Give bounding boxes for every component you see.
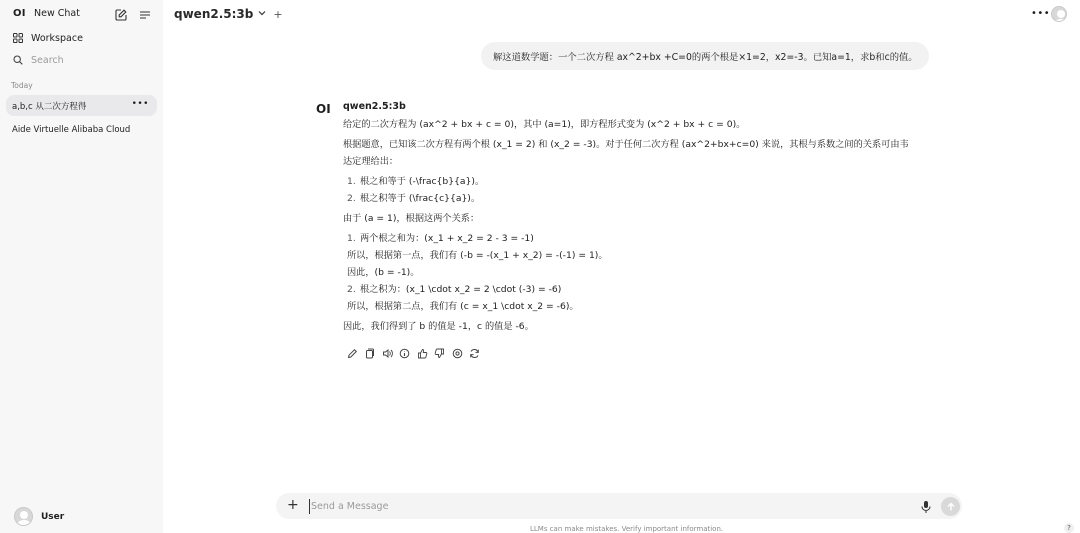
- info-icon[interactable]: [399, 347, 411, 359]
- menu-icon[interactable]: [138, 8, 152, 22]
- speaker-icon[interactable]: [381, 347, 393, 359]
- answer-line: 给定的二次方程为 (ax^2 + bx + c = 0)，其中 (a=1)，即方程形式变为 (x^2 + bx + c = 0)。: [343, 119, 746, 130]
- message-input[interactable]: [309, 499, 889, 514]
- copy-icon[interactable]: [364, 347, 376, 359]
- assistant-message: [343, 116, 933, 335]
- microphone-icon[interactable]: [920, 499, 932, 513]
- model-selector[interactable]: [174, 7, 283, 21]
- more-icon[interactable]: •••: [131, 99, 149, 109]
- thumbs-up-icon[interactable]: [416, 347, 428, 359]
- message-actions: [346, 347, 486, 359]
- avatar: [14, 507, 33, 526]
- continue-icon[interactable]: [451, 347, 463, 359]
- send-button[interactable]: [941, 497, 960, 516]
- regenerate-icon[interactable]: [469, 347, 481, 359]
- thumbs-down-icon[interactable]: [434, 347, 446, 359]
- more-options-icon[interactable]: •••: [1031, 8, 1051, 19]
- answer-line: 根据题意，已知该二次方程有两个根 (x_1 = 2) 和 (x_2 = -3)。对于任何二次方程 (ax^2+bx+c=0) 来说，其根与系数之间的关系可由韦: [343, 139, 909, 150]
- model-name: qwen2.5:3b: [174, 7, 254, 21]
- sidebar: [0, 0, 163, 533]
- answer-line: 所以，根据第一点，我们有 (-b = -(x_1 + x_2) = -(-1) = 1)。: [347, 250, 608, 261]
- user-message: 解这道数学题：一个二次方程 ax^2+bx +C=0的两个根是×1=2，x2=-3。已知a=1，求b和c的值。: [481, 42, 929, 70]
- answer-line: 因此，(b = -1)。: [347, 267, 420, 278]
- compose-icon[interactable]: [114, 8, 128, 22]
- user-name: User: [41, 511, 65, 522]
- workspace-link[interactable]: [12, 30, 83, 46]
- new-chat-link[interactable]: New Chat: [34, 8, 80, 19]
- help-button[interactable]: ?: [1064, 523, 1074, 533]
- answer-line: 达定理给出：: [343, 156, 399, 167]
- edit-icon[interactable]: [346, 347, 358, 359]
- search-input[interactable]: Search: [31, 54, 64, 66]
- list-item: 2. 根之积等于 (\frac{c}{a})。: [347, 193, 481, 204]
- assistant-name: qwen2.5:3b: [343, 101, 406, 112]
- list-item: 2. 根之积为：(x_1 \cdot x_2 = 2 \cdot (-3) = -6): [347, 284, 562, 295]
- disclaimer-text: LLMs can make mistakes. Verify important information.: [530, 525, 724, 533]
- answer-line: 所以，根据第二点，我们有 (c = x_1 \cdot x_2 = -6)。: [347, 301, 579, 312]
- attach-plus-icon[interactable]: +: [287, 497, 299, 513]
- search-icon: [12, 54, 24, 66]
- user-menu[interactable]: [14, 507, 64, 526]
- search-box[interactable]: [12, 52, 64, 68]
- workspace-label: Workspace: [31, 32, 83, 44]
- chat-title: a,b,c 从二次方程得: [12, 101, 87, 112]
- chevron-down-icon[interactable]: [258, 9, 266, 19]
- chat-item[interactable]: Aide Virtuelle Alibaba Cloud: [12, 125, 131, 135]
- section-today: Today: [11, 81, 33, 90]
- chat-item-active[interactable]: [6, 95, 157, 116]
- arrow-up-icon: [946, 502, 956, 512]
- answer-line: 由于 (a = 1)，根据这两个关系：: [343, 213, 480, 224]
- list-item: 1. 两个根之和为：(x_1 + x_2 = 2 - 3 = -1): [347, 233, 534, 244]
- answer-line: 因此，我们得到了 b 的值是 -1，c 的值是 -6。: [343, 321, 534, 332]
- grid-icon: [12, 32, 24, 44]
- app-logo[interactable]: OI: [13, 8, 26, 19]
- list-item: 1. 根之和等于 (-\frac{b}{a})。: [347, 176, 485, 187]
- top-avatar[interactable]: [1051, 6, 1067, 22]
- assistant-logo: OI: [316, 102, 331, 116]
- add-model-icon[interactable]: +: [273, 7, 283, 21]
